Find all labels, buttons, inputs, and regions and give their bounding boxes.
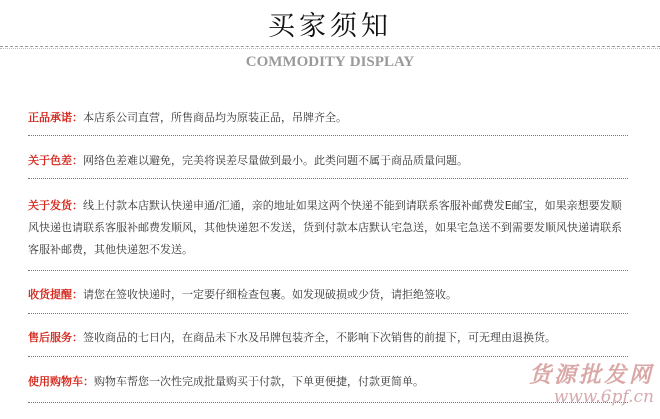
notice-label: 收货提醒：	[28, 288, 83, 301]
subtitle-display: DISPLAY	[349, 54, 415, 70]
watermark-url: www.6pf.cn	[553, 387, 654, 407]
section-divider	[28, 270, 628, 271]
title-rule	[0, 46, 660, 47]
notice-text: 线上付款本店默认快递申通/汇通，亲的地址如果这两个快递不能到请联系客服补邮费发E邮宝，如果亲想要发顺风快递也请联系客服补邮费发顺风，其他快递恕不发送，货到付款本店默认宅急送，如果宅急送不到需要发顺风快递请联系客服补邮费，其他快递恕不发送。	[28, 199, 622, 256]
watermark	[529, 358, 654, 407]
notice-text: 签收商品的七日内，在商品未下水及吊牌包装齐全，不影响下次销售的前提下，可无理由退换货。	[83, 331, 556, 344]
notice-genuine	[28, 107, 628, 128]
watermark-chinese: 货源批发网	[528, 362, 654, 388]
notice-label: 使用购物车：	[28, 375, 94, 388]
notice-label: 售后服务：	[28, 331, 83, 344]
section-divider	[28, 178, 628, 179]
section-divider	[28, 356, 628, 357]
notice-text: 网络色差难以避免，完美将误差尽量做到最小。此类问题不属于商品质量问题。	[83, 154, 468, 167]
notice-label: 关于发货：	[28, 199, 83, 212]
notice-text: 本店系公司直营，所售商品均为原装正品，吊牌齐全。	[83, 111, 347, 124]
notice-receipt-reminder	[28, 284, 628, 305]
notice-color-difference	[28, 150, 628, 171]
notice-text: 请您在签收快递时，一定要仔细检查包裹。如发现破损或少货，请拒绝签收。	[83, 288, 457, 301]
page-subtitle	[0, 54, 660, 71]
subtitle-commodity: COMMODITY	[245, 54, 346, 70]
section-divider	[28, 135, 628, 136]
notice-shipping	[28, 195, 628, 261]
title-rule-secondary	[0, 48, 660, 49]
notice-text: 购物车帮您一次性完成批量购买于付款，下单更便捷，付款更简单。	[94, 375, 424, 388]
notice-label: 关于色差：	[28, 154, 83, 167]
notice-label: 正品承诺：	[28, 111, 83, 124]
page-title: 买家须知	[268, 11, 392, 42]
notice-after-sales	[28, 327, 628, 348]
section-divider	[28, 313, 628, 314]
